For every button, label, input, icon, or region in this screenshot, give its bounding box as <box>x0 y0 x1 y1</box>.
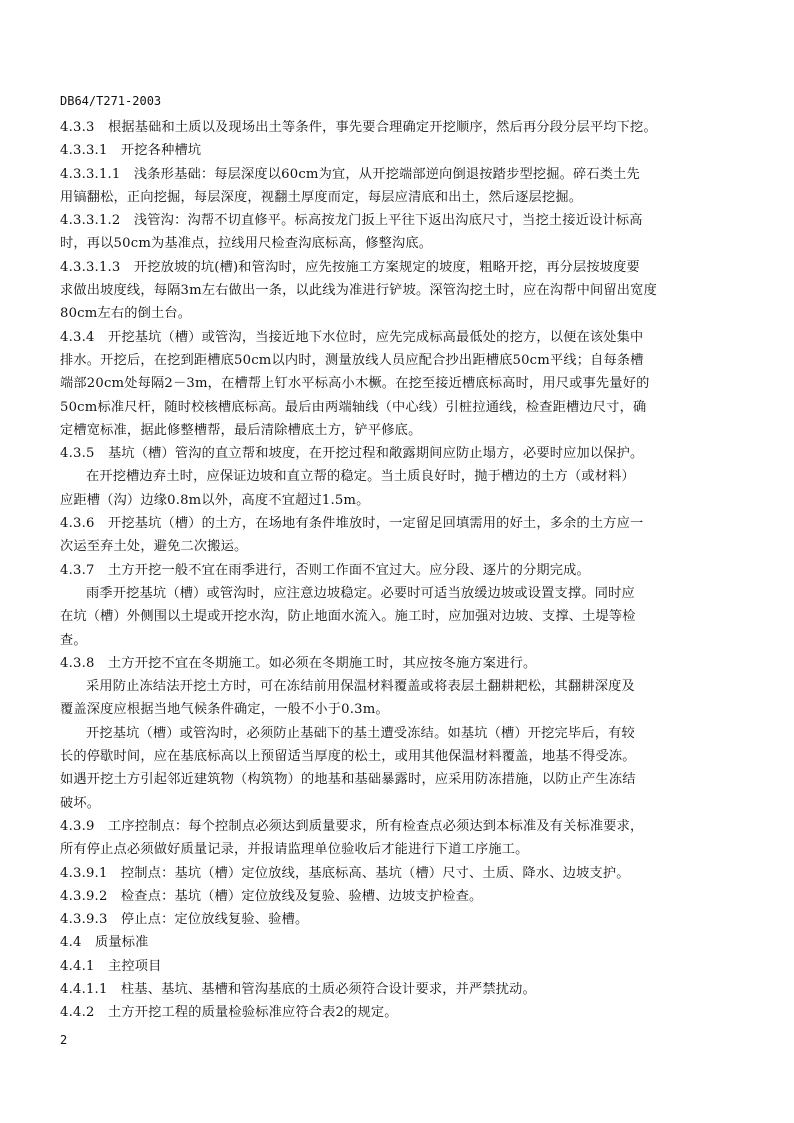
text-line: 应距槽（沟）边缘0.8m以外，高度不宜超过1.5m。 <box>60 492 370 508</box>
text-line: 4.4 质量标准 <box>60 935 149 951</box>
text-line: 4.3.3 根据基础和土质以及现场出土等条件，事先要合理确定开挖顺序，然后再分段分层平均下挖。 <box>60 120 657 135</box>
text-line: 4.3.3.1.1 浅条形基础：每层深度以60cm为宜，从开挖端部逆向倒退按踏步型挖掘。碎石类土先 <box>60 166 640 182</box>
page-number: 2 <box>60 1033 68 1047</box>
text-line: 破坏。 <box>60 795 101 811</box>
text-line: 50cm标准尺杆，随时校核槽底标高。最后由两端轴线（中心线）引桩拉通线，检查距槽边尺寸，确 <box>60 399 647 415</box>
text-line: 时，再以50cm为基准点，拉线用尺检查沟底标高，修整沟底。 <box>60 236 433 252</box>
text-line: 在坑（槽）外侧围以土堤或开挖水沟，防止地面水流入。施工时，应加强对边坡、支撑、土堤等检 <box>60 609 636 625</box>
document-body <box>60 116 740 1025</box>
text-line: 4.3.9.2 检查点：基坑（槽）定位放线及复验、验槽、边坡支护检查。 <box>60 888 483 904</box>
text-line: 4.3.9.3 停止点：定位放线复验、验槽。 <box>60 912 309 928</box>
text-line: 4.3.8 土方开挖不宜在冬期施工。如必须在冬期施工时，其应按冬施方案进行。 <box>60 655 537 671</box>
text-line: 4.4.1.1 柱基、基坑、基槽和管沟基底的土质必须符合设计要求，并严禁扰动。 <box>60 981 536 997</box>
text-line: 4.4.1 主控项目 <box>60 958 162 974</box>
text-line: 长的停歇时间，应在基底标高以上预留适当厚度的松土，或用其他保温材料覆盖，地基不得受冻。 <box>60 749 636 765</box>
text-line: 4.3.9.1 控制点：基坑（槽）定位放线，基底标高、基坑（槽）尺寸、土质、降水、边坡支护。 <box>60 865 630 881</box>
text-line: 端部20cm处每隔2－3m，在槽帮上钉水平标高小木橛。在挖至接近槽底标高时，用尺或事先量好的 <box>60 376 650 392</box>
text-line: 雨季开挖基坑（槽）或管沟时，应注意边坡稳定。必要时可适当放缓边坡或设置支撑。同时应 <box>86 585 635 601</box>
text-line: 次运至弃土处，避免二次搬运。 <box>60 539 248 555</box>
text-line: 4.3.4 开挖基坑（槽）或管沟，当接近地下水位时，应先完成标高最低处的挖方，以便在该处集中 <box>60 329 644 345</box>
text-line: 排水。开挖后，在挖到距槽底50cm以内时，测量放线人员应配合抄出距槽底50cm平线；自每条槽 <box>60 352 644 368</box>
text-line: 定槽宽标准，据此修整槽帮，最后清除槽底土方，铲平修底。 <box>60 422 422 438</box>
text-line: 在开挖槽边弃土时，应保证边坡和直立帮的稳定。当土质良好时，抛于槽边的土方（或材料） <box>86 469 635 485</box>
text-line: 4.3.5 基坑（槽）管沟的直立帮和坡度，在开挖过程和敞露期间应防止塌方，必要时应加以保护。 <box>60 446 644 462</box>
text-line: 采用防止冻结法开挖土方时，可在冻结前用保温材料覆盖或将表层土翻耕耙松，其翻耕深度及 <box>86 679 635 695</box>
text-line: 开挖基坑（槽）或管沟时，必须防止基础下的基土遭受冻结。如基坑（槽）开挖完毕后，有较 <box>86 725 635 741</box>
text-line: 80cm左右的倒土台。 <box>60 306 192 322</box>
text-line: 4.4.2 土方开挖工程的质量检验标准应符合表2的规定。 <box>60 1005 398 1021</box>
text-line: 所有停止点必须做好质量记录，并报请监理单位验收后才能进行下道工序施工。 <box>60 842 529 858</box>
text-line: 4.3.3.1.3 开挖放坡的坑(槽)和管沟时，应先按施工方案规定的坡度，粗略开挖，再分层按坡度要 <box>60 259 640 275</box>
text-line: 用镐翻松，正向挖掘，每层深度，视翻土厚度而定，每层应清底和出土，然后逐层挖掘。 <box>60 189 583 205</box>
text-line: 如遇开挖土方引起邻近建筑物（构筑物）的地基和基础暴露时，应采用防冻措施，以防止产生冻结 <box>60 772 636 788</box>
text-line: 4.3.3.1.2 浅管沟：沟帮不切直修平。标高按龙门扳上平往下返出沟底尺寸，当挖土接近设计标高 <box>60 213 643 229</box>
text-line: 查。 <box>60 632 87 648</box>
text-line: 4.3.9 工序控制点：每个控制点必须达到质量要求，所有检查点必须达到本标准及有关标准要求， <box>60 818 644 834</box>
text-line: 求做出坡度线，每隔3m左右做出一条，以此线为准进行铲坡。深管沟挖土时，应在沟帮中间留出宽度 <box>60 283 657 299</box>
text-line: 4.3.3.1 开挖各种槽坑 <box>60 143 202 159</box>
text-line: 4.3.6 开挖基坑（槽）的土方，在场地有条件堆放时，一定留足回填需用的好土，多余的土方应一 <box>60 516 644 532</box>
text-line: 4.3.7 土方开挖一般不宜在雨季进行，否则工作面不宜过大。应分段、逐片的分期完成。 <box>60 562 590 578</box>
text-line: 覆盖深度应根据当地气候条件确定，一般不小于0.3m。 <box>60 702 389 718</box>
document-code-header: DB64/T271-2003 <box>60 94 162 108</box>
